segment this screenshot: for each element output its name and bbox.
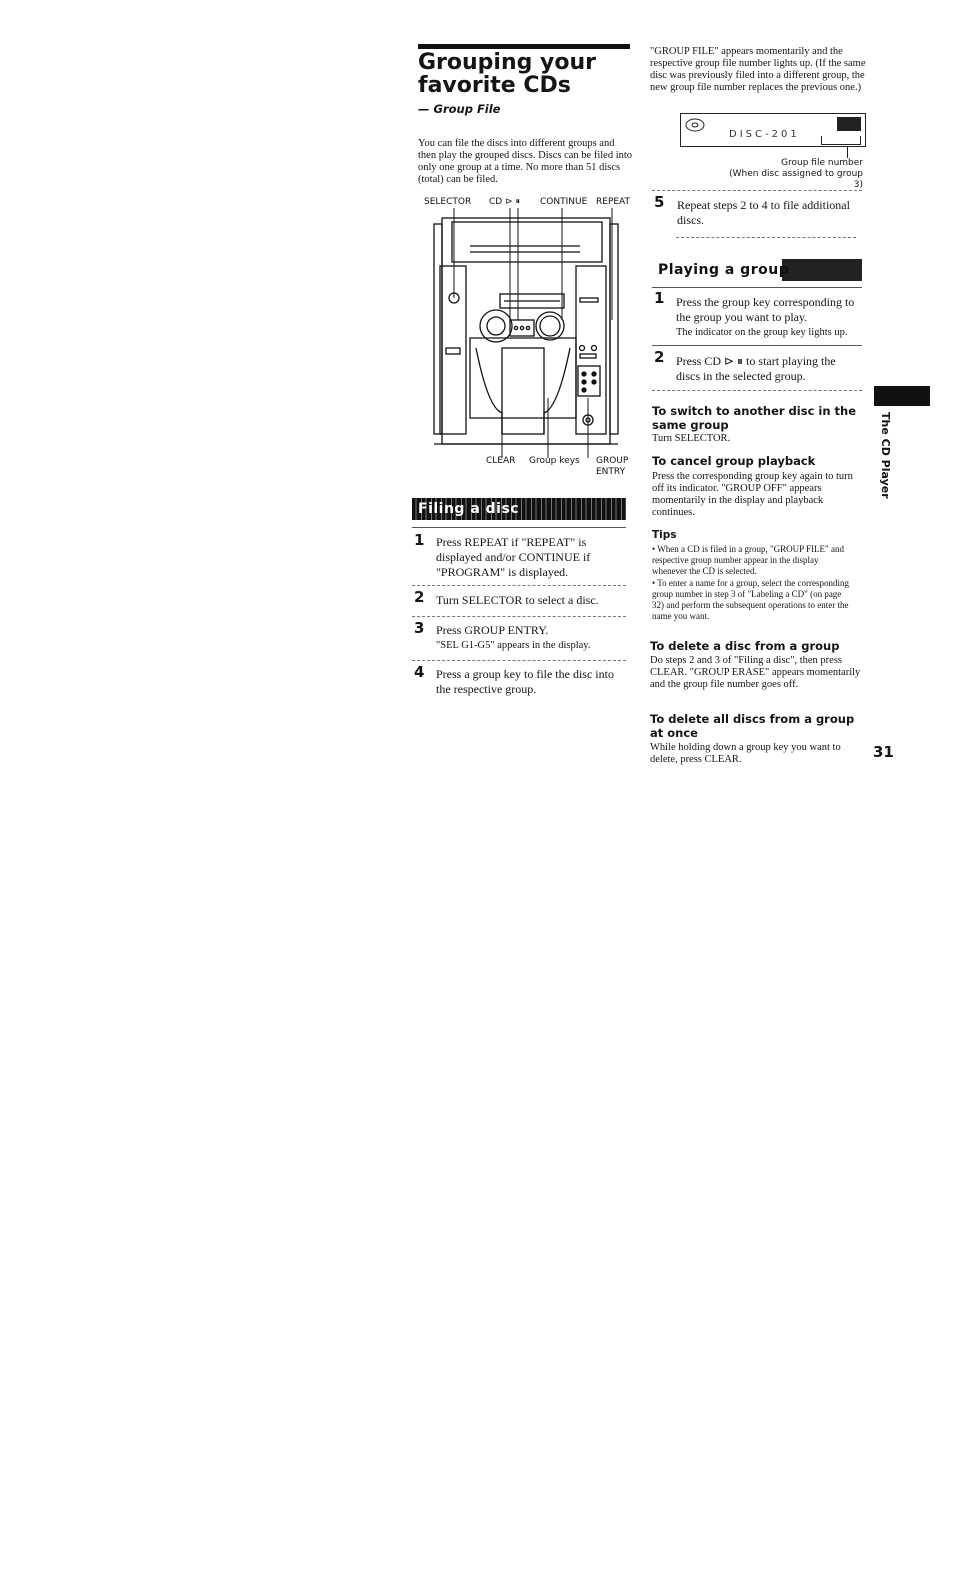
label-group-keys: Group keys [529, 456, 580, 466]
disc-icon [683, 117, 707, 133]
filing-step-5-number: 5 [654, 193, 665, 211]
playing-step-1-note: The indicator on the group key lights up. [676, 327, 848, 338]
cancel-playback-heading: To cancel group playback [652, 454, 816, 468]
label-clear: CLEAR [486, 456, 516, 466]
divider [652, 190, 862, 191]
switch-disc-body: Turn SELECTOR. [652, 433, 731, 444]
title-rule [418, 44, 630, 49]
filing-step-3-note: "SEL G1-G5" appears in the display. [436, 640, 591, 651]
tips-heading: Tips [652, 529, 677, 541]
display-caption [720, 158, 863, 191]
stereo-system-illustration [430, 208, 636, 458]
divider [412, 585, 626, 586]
display-readout: DISC-201 [729, 129, 800, 140]
cancel-playback-body: Press the corresponding group key again to turn off its indicator. "GROUP OFF" appears momentarily in the display and playback continues. [652, 471, 853, 518]
display-caption-line1: Group file number [781, 158, 863, 168]
divider [676, 237, 856, 238]
playing-step-2-number: 2 [654, 348, 665, 366]
display-caption-line2: (When disc assigned to group 3) [729, 169, 863, 190]
filing-step-4-text: Press a group key to file the disc into the respective group. [436, 667, 614, 696]
label-continue: CONTINUE [540, 197, 588, 207]
playing-step-2-text: Press CD ⊳ ⏸ to start playing the discs in the selected group. [676, 354, 836, 383]
divider [652, 287, 862, 288]
page-subtitle: — Group File [418, 102, 501, 116]
display-panel [680, 113, 866, 147]
filing-step-2-text: Turn SELECTOR to select a disc. [436, 593, 599, 607]
playing-step-1-text: Press the group key corresponding to the group you want to play. [676, 295, 855, 324]
delete-all-body: While holding down a group key you want to delete, press CLEAR. [650, 742, 841, 765]
divider [412, 527, 626, 528]
divider [412, 616, 626, 617]
group-number-bracket [821, 136, 861, 145]
filing-step-1-number: 1 [414, 531, 425, 549]
section-band-filing: Filing a disc [412, 498, 626, 520]
divider [652, 390, 862, 391]
delete-disc-heading: To delete a disc from a group [650, 639, 840, 653]
divider [412, 660, 626, 661]
intro-text: You can file the discs into different groups and then play the grouped discs. Discs can be filed into only one group at a time. No more than 51 discs (total) can be filed. [418, 138, 633, 185]
label-cd-play: CD ⊳ ⏸ [489, 197, 520, 207]
group-file-result-text: "GROUP FILE" appears momentarily and the respective group file number lights up. (If the same disc was previously filed into a different group, the new group file number replaces the previous one.) [650, 46, 866, 93]
tip-item: • When a CD is filed in a group, "GROUP FILE" and respective group number appear in the display whenever the CD is selected. [652, 544, 844, 576]
filing-step-2-number: 2 [414, 588, 425, 606]
divider [652, 345, 862, 346]
page-title: Grouping your favorite CDs [418, 50, 597, 98]
delete-disc-body: Do steps 2 and 3 of "Filing a disc", then press CLEAR. "GROUP ERASE" appears momentarily and the group file number goes off. [650, 655, 861, 690]
label-selector: SELECTOR [424, 197, 472, 207]
group-indicator-icon [837, 117, 861, 131]
tip-item: • To enter a name for a group, select the corresponding group number in step 3 of "Labeling a CD" (on page 32) and perform the subsequent operations to enter the name you want. [652, 578, 850, 621]
chapter-side-label [878, 412, 894, 502]
chapter-tab-marker [874, 386, 930, 406]
filing-step-5-text: Repeat steps 2 to 4 to file additional discs. [677, 198, 850, 227]
filing-step-3-number: 3 [414, 619, 425, 637]
filing-step-1-text: Press REPEAT if "REPEAT" is displayed and/or CONTINUE if "PROGRAM" is displayed. [436, 535, 591, 579]
playing-step-1-number: 1 [654, 289, 665, 307]
section-band-playing: Playing a group [652, 259, 862, 281]
switch-disc-heading: To switch to another disc in the same group [652, 404, 857, 432]
chapter-side-label-text: The CD Player [879, 412, 892, 499]
caption-leader-line [847, 146, 848, 158]
filing-step-3-text: Press GROUP ENTRY. [436, 623, 549, 637]
label-entry: ENTRY [596, 467, 626, 477]
page-number: 31 [873, 743, 894, 761]
label-repeat: REPEAT [596, 197, 631, 207]
delete-all-heading: To delete all discs from a group at once [650, 712, 855, 740]
filing-step-4-number: 4 [414, 663, 425, 681]
label-group: GROUP [596, 456, 629, 466]
